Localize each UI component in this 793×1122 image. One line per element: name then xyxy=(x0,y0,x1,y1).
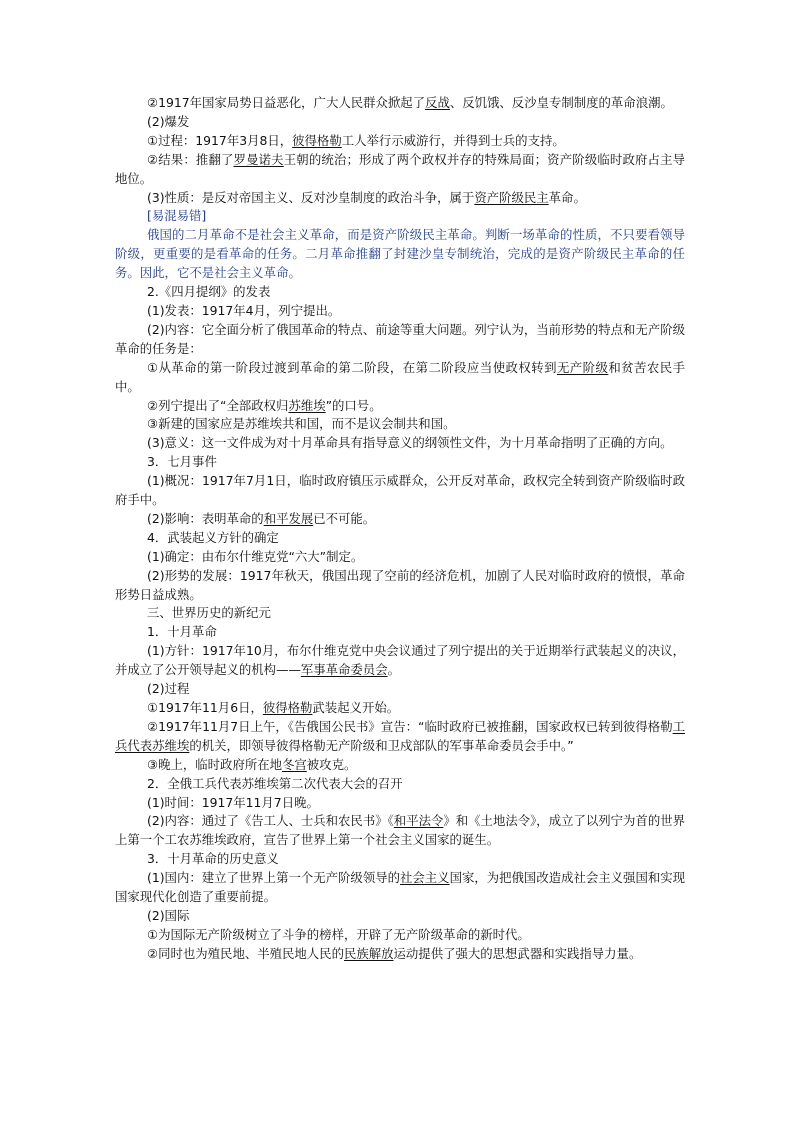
key-term: 社会主义 xyxy=(400,870,450,886)
paragraph: ①过程：1917年3月8日，彼得格勒工人举行示威游行，并得到士兵的支持。 xyxy=(147,132,565,148)
key-term: 无产阶级 xyxy=(556,359,609,375)
paragraph: 2.《四月提纲》的发表 xyxy=(147,284,271,300)
paragraph: (1)概况：1917年7月1日，临时政府镇压示威群众，公开反对革命，政权完全转到资产阶级临时政府手中。 xyxy=(115,473,685,508)
paragraph: ①为国际无产阶级树立了斗争的榜样，开辟了无产阶级革命的新时代。 xyxy=(147,926,530,942)
key-term: 彼得格勒 xyxy=(292,132,342,148)
key-term: 和平发展 xyxy=(263,510,314,526)
paragraph: ①1917年11月6日，彼得格勒武装起义开始。 xyxy=(147,700,400,715)
paragraph: (1)确定：由布尔什维克党“六大”制定。 xyxy=(147,548,364,564)
paragraph: ②列宁提出了“全部政权归苏维埃”的口号。 xyxy=(147,397,382,413)
paragraph: ②结果：推翻了罗曼诺夫王朝的统治；形成了两个政权并存的特殊局面；资产阶级临时政府占主导地位。 xyxy=(115,151,686,186)
paragraph: (1)方针：1917年10月，布尔什维克党中央会议通过了列宁提出的关于近期举行武装起义的决议，并成立了公开领导起义的机构——军事革命委员会。 xyxy=(115,643,685,678)
paragraph: (2)爆发 xyxy=(147,113,190,129)
paragraph: ②1917年11月7日上午，《告俄国公民书》宣告：“临时政府已被推翻，国家政权已转到彼得格勒工兵代表苏维埃的机关，即领导彼得格勒无产阶级和卫戍部队的军事革命委员会手中。” xyxy=(115,718,685,753)
paragraph: 1．十月革命 xyxy=(147,624,217,640)
paragraph: ②1917年国家局势日益恶化，广大人民群众掀起了反战、反饥饿、反沙皇专制制度的革命浪潮。 xyxy=(147,95,673,110)
key-term: 工兵代表苏维埃 xyxy=(115,718,685,753)
paragraph: (2)形势的发展：1917年秋天，俄国出现了空前的经济危机，加剧了人民对临时政府的愤恨，革命形势日益成熟。 xyxy=(115,567,685,602)
paragraph: (2)内容：通过了《告工人、士兵和农民书》《和平法令》和《土地法令》，成立了以列宁为首的世界上第一个工农苏维埃政府，宣告了世界上第一个社会主义国家的诞生。 xyxy=(115,813,686,848)
paragraph: (2)国际 xyxy=(147,907,190,923)
paragraph: (1)发表：1917年4月，列宁提出。 xyxy=(147,302,341,318)
paragraph: 4．武装起义方针的确定 xyxy=(147,529,279,545)
key-term: 资产阶级民主 xyxy=(474,189,549,205)
paragraph: (1)时间：1917年11月7日晚。 xyxy=(147,794,319,810)
note-paragraph: 俄国的二月革命不是社会主义革命，而是资产阶级民主革命。判断一场革命的性质，不只要看领导阶级，更重要的是看革命的任务。二月革命推翻了封建沙皇专制统治，完成的是资产阶级民主革命的任务。因此，它不是社会主义革命。 xyxy=(115,227,685,281)
paragraph: (2)影响：表明革命的和平发展已不可能。 xyxy=(147,510,376,526)
paragraph: ②同时也为殖民地、半殖民地人民的民族解放运动提供了强大的思想武器和实践指导力量。 xyxy=(147,945,642,961)
key-term: 冬宫 xyxy=(282,756,307,772)
paragraph: (3)性质：是反对帝国主义、反对沙皇制度的政治斗争，属于资产阶级民主革命。 xyxy=(147,189,586,205)
paragraph: 3．十月革命的历史意义 xyxy=(147,851,279,867)
key-term: 苏维埃 xyxy=(288,397,326,413)
paragraph: (3)意义：这一文件成为对十月革命具有指导意义的纲领性文件，为十月革命指明了正确的方向。 xyxy=(147,435,673,451)
key-term: 军事革命委员会 xyxy=(300,662,388,678)
key-term: 彼得格勒 xyxy=(262,700,313,715)
key-term: 罗曼诺夫 xyxy=(233,151,284,167)
section-tag: [易混易错] xyxy=(147,208,207,224)
paragraph: ①从革命的第一阶段过渡到革命的第二阶段，在第二阶段应当使政权转到无产阶级和贫苦农民手中。 xyxy=(115,359,686,394)
paragraph: (2)过程 xyxy=(147,681,190,697)
paragraph: 三、世界历史的新纪元 xyxy=(147,605,271,621)
key-term: 反战 xyxy=(425,95,450,110)
paragraph: 2．全俄工兵代表苏维埃第二次代表大会的召开 xyxy=(147,775,403,791)
paragraph: (1)国内：建立了世界上第一个无产阶级领导的社会主义国家，为把俄国改造成社会主义强国和实现国家现代化创造了重要前提。 xyxy=(115,870,686,905)
key-term: 和平法令 xyxy=(393,813,444,829)
paragraph: ③晚上，临时政府所在地冬宫被攻克。 xyxy=(147,756,357,772)
paragraph: (2)内容：它全面分析了俄国革命的特点、前途等重大问题。列宁认为，当前形势的特点和无产阶级革命的任务是： xyxy=(115,321,685,356)
key-term: 民族解放 xyxy=(343,945,394,961)
paragraph: 3．七月事件 xyxy=(147,454,217,470)
document-page xyxy=(115,94,685,964)
paragraph: ③新建的国家应是苏维埃共和国，而不是议会制共和国。 xyxy=(147,416,456,432)
